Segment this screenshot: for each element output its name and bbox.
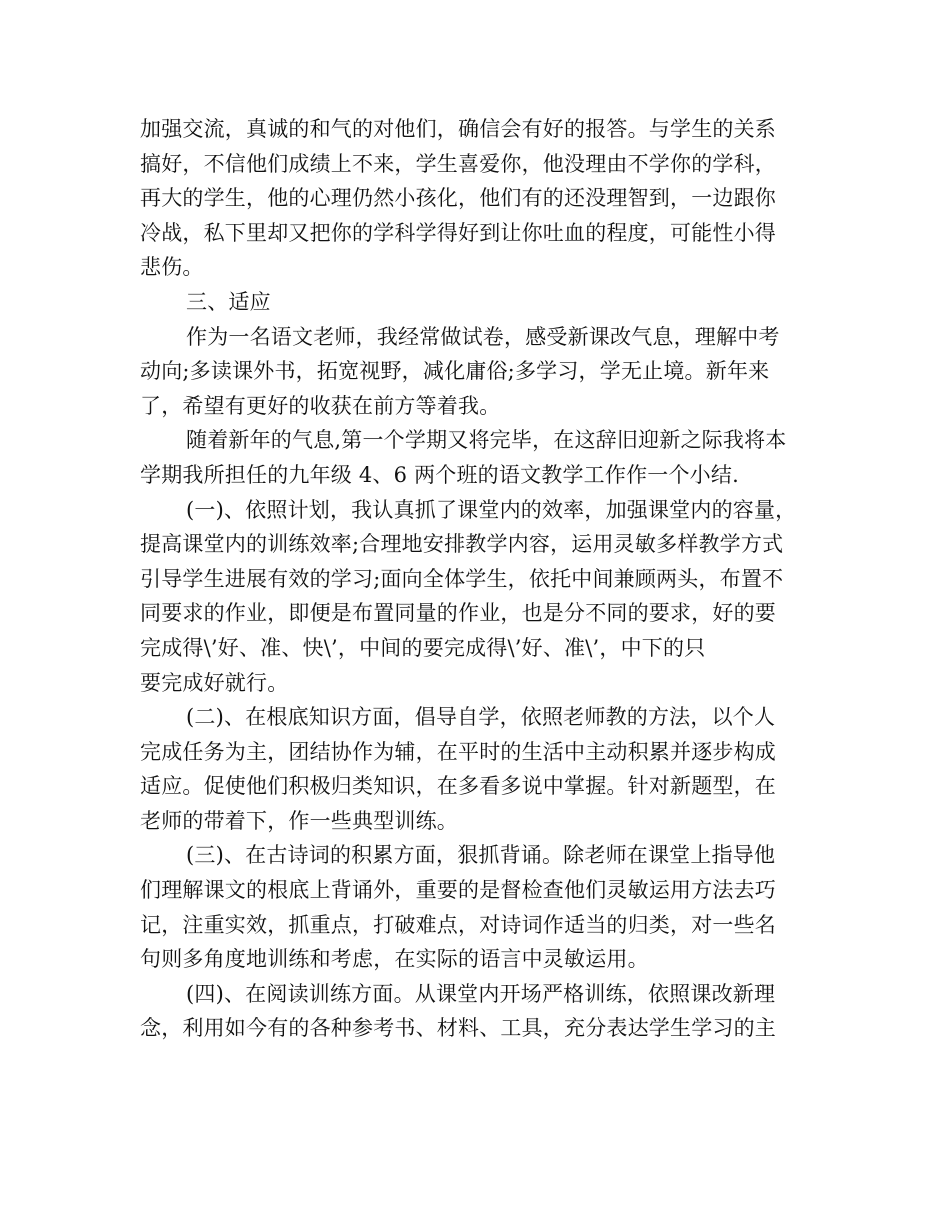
text-line: 提高课堂内的训练效率;合理地安排教学内容，运用灵敏多样教学方式 bbox=[140, 532, 784, 557]
text-line: 完成任务为主，团结协作为辅，在平时的生活中主动积累并逐步构成 bbox=[140, 739, 776, 764]
text-line: (二)、在根底知识方面，倡导自学，依照老师教的方法，以个人 bbox=[186, 705, 776, 730]
text-line: 悲伤。 bbox=[140, 255, 204, 280]
text-line: 了，希望有更好的收获在前方等着我。 bbox=[140, 393, 501, 418]
text-line: (三)、在古诗词的积累方面，狠抓背诵。除老师在课堂上指导他 bbox=[186, 843, 776, 868]
text-line: 要完成好就行。 bbox=[140, 670, 289, 695]
text-line: 加强交流，真诚的和气的对他们，确信会有好的报答。与学生的关系 bbox=[140, 117, 776, 141]
text-line: 记，注重实效，抓重点，打破难点，对诗词作适当的归类，对一些名 bbox=[140, 912, 776, 937]
text-line: 搞好，不信他们成绩上不来，学生喜爱你，他没理由不学你的学科， bbox=[140, 151, 776, 176]
document-body bbox=[140, 112, 812, 1046]
text-line: 念，利用如今有的各种参考书、材料、工具，充分表达学生学习的主 bbox=[140, 1016, 776, 1041]
text-line: 适应。促使他们积极归类知识，在多看多说中掌握。针对新题型，在 bbox=[140, 774, 776, 799]
text-line: 引导学生进展有效的学习;面向全体学生，依托中间兼顾两头，布置不 bbox=[140, 566, 784, 591]
text-line: 句则多角度地训练和考虑，在实际的语言中灵敏运用。 bbox=[140, 947, 649, 972]
text-line: (四)、在阅读训练方面。从课堂内开场严格训练，依照课改新理 bbox=[186, 981, 776, 1006]
text-line: (一)、依照计划，我认真抓了课堂内的效率，加强课堂内的容量， bbox=[186, 497, 797, 522]
text-line: 作为一名语文老师，我经常做试卷，感受新课改气息，理解中考 bbox=[186, 324, 780, 349]
text-line: 冷战，私下里却又把你的学科学得好到让你吐血的程度，可能性小得 bbox=[140, 220, 776, 245]
text-line: 动向;多读课外书，拓宽视野，减化庸俗;多学习，学无止境。新年来 bbox=[140, 359, 770, 384]
text-line: 学期我所担任的九年级 4、6 两个班的语文教学工作作一个小结. bbox=[140, 462, 739, 487]
text-line: 三、适应 bbox=[186, 289, 271, 314]
text-line: 随着新年的气息,第一个学期又将完毕，在这辞旧迎新之际我将本 bbox=[186, 428, 787, 453]
text-line: 老师的带着下，作一些典型训练。 bbox=[140, 808, 458, 833]
text-line: 完成得\’好、准、快\’，中间的要完成得\’好、准\’，中下的只 bbox=[140, 635, 706, 660]
text-line: 们理解课文的根底上背诵外，重要的是督检查他们灵敏运用方法去巧 bbox=[140, 878, 776, 903]
text-line: 同要求的作业，即便是布置同量的作业，也是分不同的要求，好的要 bbox=[140, 601, 776, 626]
text-line: 再大的学生，他的心理仍然小孩化，他们有的还没理智到，一边跟你 bbox=[140, 186, 776, 211]
